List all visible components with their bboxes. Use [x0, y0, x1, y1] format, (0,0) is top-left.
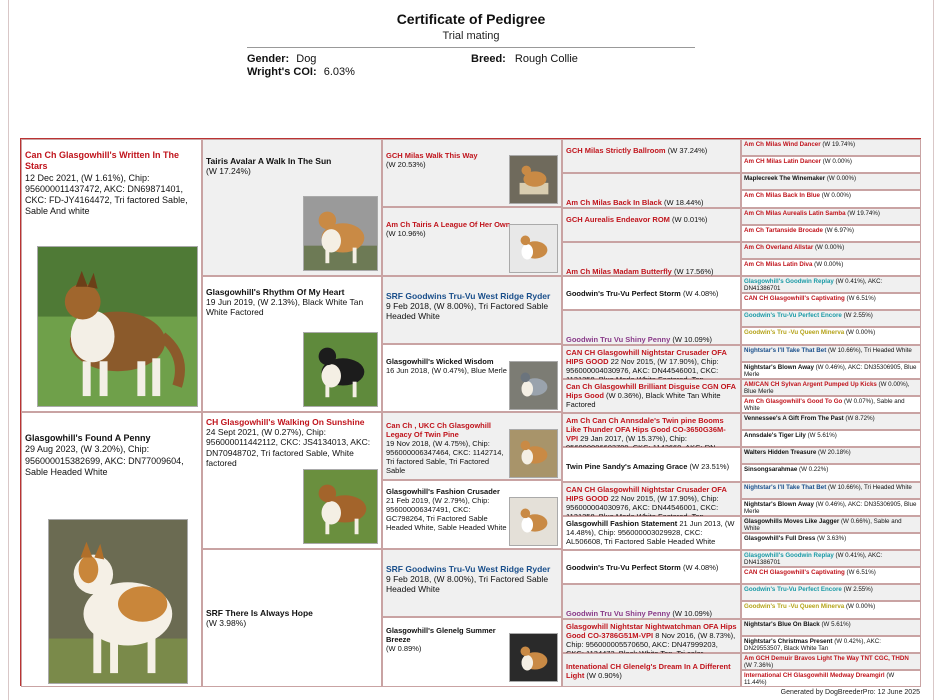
gen5-cell[interactable] — [741, 379, 921, 396]
gen5-name: Nightstar's Christmas Present — [744, 638, 833, 645]
gen3-photo-5 — [509, 429, 558, 478]
gen5-name: Glasgowhills Moves Like Jagger — [744, 518, 840, 525]
footer-generated-by: Generated by DogBreederPro: 12 June 2025 — [780, 689, 920, 696]
gen3-name: Glasgowhill's Fashion Crusader — [386, 487, 500, 496]
gen4-cell[interactable] — [562, 139, 741, 173]
dam-name: Glasgowhill's Found A Penny — [25, 433, 151, 443]
gen3-details: (W 0.89%) — [386, 644, 422, 653]
gen3-details: 21 Feb 2019, (W 2.79%), Chip: 956000006347491, CKC: GC798264, Tri Factored Sable Headed White, Sable Headed White — [386, 496, 507, 532]
gen4-cell[interactable] — [562, 413, 741, 447]
gen5-name: International CH Glasgowhill Medway Dreamgirl — [744, 672, 885, 679]
gen4-cell[interactable] — [562, 653, 741, 687]
gen4-name: Intenational CH Glenelg's Dream In A Different Light — [566, 662, 731, 680]
gen5-cell[interactable] — [741, 208, 921, 225]
gen5-details: (W 19.74%) — [820, 141, 856, 148]
gen5-name: Goodwin's Tru -Vu Queen Minerva — [744, 329, 845, 336]
gen2-details: 24 Sept 2021, (W 0.27%), Chip: 956000011442112, CKC: JS4134013, AKC: DN70948702, Tri factored Sable, White factored — [206, 427, 371, 468]
gen5-details: (W 6.97%) — [822, 227, 854, 234]
gen5-cell[interactable] — [741, 447, 921, 464]
gen5-details: (W 0.42%), AKC: DN29553507, Black White Tan — [744, 638, 881, 653]
gen4-details: (W 37.24%) — [665, 146, 708, 155]
gen5-name: Sinsongsarahmae — [744, 466, 798, 473]
gen5-details: (W 0.22%) — [797, 466, 829, 473]
gen5-cell[interactable] — [741, 396, 921, 413]
gen5-details: (W 6.51%) — [844, 569, 876, 576]
gen5-details: (W 3.63%) — [815, 535, 847, 542]
gen5-details: (W 20.18%) — [816, 449, 851, 456]
sire-details: 12 Dec 2021, (W 1.61%), Chip: 956000011437472, AKC: DN69871401, CKC: FD-JY4164472, Tri factored Sable, Sable And white — [25, 172, 188, 217]
gen5-name: Goodwin's Tru -Vu Queen Minerva — [744, 603, 845, 610]
gen2-photo-3 — [303, 469, 378, 544]
gen5-details: (W 0.66%), Sable and White — [744, 518, 902, 533]
gen4-details: (W 10.09%) — [670, 335, 712, 344]
breed-label: Breed: — [471, 53, 506, 65]
gen5-name: Am Ch Overland Allstar — [744, 244, 814, 251]
gen4-details: (W 4.08%) — [680, 289, 719, 298]
gen5-name: Am CH Milas Latin Dancer — [744, 158, 822, 165]
gen5-name: Am Ch Milas Aurealis Latin Samba — [744, 210, 846, 217]
gen5-cell[interactable] — [741, 190, 921, 208]
gen5-name: CAN CH Glasgowhill's Captivating — [744, 295, 845, 302]
gen4-details: (W 10.09%) — [670, 609, 712, 618]
gen4-details: 22 Nov 2015, (W 17.90%), Chip: 956000004030976, AKC: DN44546001, CKC: — [566, 494, 719, 512]
gen4-details: (W 18.44%) — [661, 198, 704, 207]
gen5-details: (W 2.55%) — [841, 312, 873, 319]
gen5-name: CAN CH Glasgowhill's Captivating — [744, 569, 845, 576]
gen5-details: (W 10.66%), Tri Headed White — [826, 484, 912, 491]
gen3-details: (W 10.96%) — [386, 229, 426, 238]
coi-value: 6.03% — [323, 66, 355, 78]
gen5-cell[interactable] — [741, 156, 921, 173]
gen4-details: 8 Nov 2016, (W 8.73%), Chip: 956000005570650, AKC: DN47999203, — [566, 631, 736, 649]
sire-photo — [37, 246, 198, 407]
gen4-name: Goodwin's Tru-Vu Perfect Storm — [566, 563, 681, 572]
dam-photo — [48, 519, 188, 684]
coi-row — [247, 66, 355, 78]
gen3-photo-2 — [509, 224, 558, 273]
sire-name: Can Ch Glasgowhill's Written In The Stars — [25, 150, 179, 172]
gen5-details: (W 10.66%), Tri Headed White — [826, 347, 912, 354]
gen5-cell[interactable] — [741, 276, 921, 293]
gen4-cell[interactable] — [562, 550, 741, 584]
dam-details: 29 Aug 2023, (W 3.20%), Chip: 956000015382699, AKC: DN77009604, Sable Headed White — [25, 444, 184, 477]
gen5-details: (W 8.72%) — [843, 415, 875, 422]
gen3-name: SRF Goodwins Tru-Vu West Ridge Ryder — [386, 564, 551, 574]
gen5-cell[interactable] — [741, 139, 921, 156]
gen5-name: Am Ch Milas Back In Blue — [744, 192, 820, 199]
gen4-details: (W 17.56%) — [671, 267, 714, 276]
gen4-name: CAN CH Glasgowhill Nightstar Crusader OFA HIPS GOOD — [566, 485, 727, 503]
gen5-name: Nightstar's I'll Take That Bet — [744, 347, 827, 354]
gen5-name: Walters Hidden Treasure — [744, 449, 817, 456]
gen5-cell[interactable] — [741, 482, 921, 499]
gen4-name: Goodwin's Tru-Vu Perfect Storm — [566, 289, 681, 298]
gen5-name: Nightstar's Blue On Black — [744, 621, 820, 628]
gen5-cell[interactable] — [741, 533, 921, 550]
gen5-cell[interactable] — [741, 550, 921, 567]
gen3-details: 16 Jun 2018, (W 0.47%), Blue Merle — [386, 366, 507, 375]
breed-value: Rough Collie — [514, 53, 578, 65]
gen5-name: Am Ch Glasgowhill's Good To Go — [744, 398, 843, 405]
gen4-cell[interactable] — [562, 242, 741, 276]
gen3-cell-3[interactable] — [382, 276, 562, 344]
gen4-cell[interactable] — [562, 584, 741, 619]
gen4-name: Am Ch Can Ch Annsdale's Twin pine Booms Like Thunder OFA Hips Good CO-3650G36M-VPI — [566, 416, 726, 443]
gen2-cell-4[interactable] — [202, 549, 382, 687]
gen5-details: (W 0.00%) — [812, 261, 844, 268]
gen4-details: (W 0.01%) — [669, 215, 708, 224]
gen5-cell[interactable] — [741, 567, 921, 584]
coi-label: Wright's COI: — [247, 66, 317, 78]
gen2-name: CH Glasgowhill's Walking On Sunshine — [206, 417, 365, 427]
gen5-details: (W 0.00%) — [844, 329, 876, 336]
gen5-name: Am Ch Tartanside Brocade — [744, 227, 823, 234]
gen4-details: (W 0.36%), Black White Tan White Factored — [566, 391, 721, 409]
gen5-name: Am Ch Milas Wind Dancer — [744, 141, 821, 148]
gen5-details: (W 0.00%) — [844, 603, 876, 610]
gen5-name: Annsdale's Tiger Lily — [744, 432, 806, 439]
gen5-cell[interactable] — [741, 601, 921, 619]
gen5-cell[interactable] — [741, 362, 921, 379]
title-divider — [247, 47, 695, 48]
gen4-name: GCH Aurealis Endeavor ROM — [566, 215, 670, 224]
gen3-cell-7[interactable] — [382, 549, 562, 617]
gen3-photo-1 — [509, 155, 558, 204]
gen4-details: (W 23.51%) — [687, 462, 730, 471]
gen5-name: Glasgowhill's Full Dress — [744, 535, 816, 542]
gen5-name: Nightstar's Blown Away — [744, 501, 814, 508]
gen5-cell[interactable] — [741, 225, 921, 242]
gen5-cell[interactable] — [741, 516, 921, 533]
gen3-details: 19 Nov 2018, (W 4.75%), Chip: 956000006347464, CKC: 1142714, Tri factored Sable, Tri Factored Sable — [386, 439, 504, 475]
gen5-details: (W 0.46%), AKC: DN35306905, Blue Merle — [744, 501, 917, 516]
gen5-details: (W 19.74%) — [845, 210, 880, 217]
gen5-cell[interactable] — [741, 619, 921, 636]
gen5-details: (W 0.00%) — [821, 158, 852, 165]
gen2-photo-1 — [303, 196, 378, 271]
gen5-cell[interactable] — [741, 310, 921, 327]
gen5-cell[interactable] — [741, 327, 921, 345]
gen5-details: (W 0.07%), Sable and White — [744, 398, 905, 413]
gen5-details: (W 2.55%) — [841, 586, 873, 593]
gen4-name: Am Ch Milas Back In Black — [566, 198, 662, 207]
gen5-cell[interactable] — [741, 670, 921, 687]
gen2-photo-2 — [303, 332, 378, 407]
gen3-photo-8 — [509, 633, 558, 682]
gen4-details: 29 Jan 2017, (W 15.37%), Chip: — [580, 434, 687, 443]
gender-row — [247, 53, 316, 65]
gen4-name: Glasgowhill Nightstar Nightwatchman OFA Hips Good CO-3786G51M-VPI — [566, 622, 737, 640]
gen5-details: (W 5.61%) — [819, 621, 851, 628]
gen4-cell[interactable] — [562, 276, 741, 310]
gen5-details: (W 0.41%), AKC: DN41386701 — [744, 278, 883, 293]
gen4-name: CAN CH Glasgowhill Nightstar Crusader OFA HIPS GOOD — [566, 348, 727, 366]
page-title: Certificate of Pedigree — [396, 11, 546, 27]
gen4-cell[interactable] — [562, 310, 741, 345]
gen4-name: Goodwin Tru Vu Shiny Penny — [566, 335, 671, 344]
gen3-details: 9 Feb 2018, (W 8.00%), Tri Factored Sable Headed White — [386, 301, 549, 322]
gen4-details: 22 Nov 2015, (W 17.90%), Chip: 956000004030976, AKC: DN44546001, CKC: — [566, 357, 719, 375]
gen5-details: (W 6.51%) — [844, 295, 876, 302]
gender-value: Dog — [296, 53, 317, 65]
gen3-details: 9 Feb 2018, (W 8.00%), Tri Factored Sable Headed White — [386, 574, 549, 595]
gen5-name: Goodwin's Tru-Vu Perfect Encore — [744, 586, 842, 593]
gen4-name: Goodwin Tru Vu Shiny Penny — [566, 609, 671, 618]
gen5-cell[interactable] — [741, 173, 921, 190]
gen4-name: Can Ch Glasgowhill Brilliant Disguise CGN OFA Hips Good — [566, 382, 736, 400]
gen5-details: (W 0.00%) — [825, 175, 857, 182]
gen2-name: Glasgowhill's Rhythm Of My Heart — [206, 287, 345, 297]
gen5-cell[interactable] — [741, 345, 921, 362]
gen5-cell[interactable] — [741, 464, 921, 482]
gen3-name: Can Ch , UKC Ch Glasgowhill Legacy Of Twin Pine — [386, 421, 492, 439]
gen5-details: (W 0.00%) — [813, 244, 845, 251]
gen4-name: Glasgowhill Fashion Statement — [566, 519, 678, 528]
gen5-cell[interactable] — [741, 259, 921, 276]
gen5-cell[interactable] — [741, 636, 921, 653]
gen2-details: (W 3.98%) — [206, 618, 247, 628]
gen5-details: (W 0.00%) — [820, 192, 851, 199]
gen4-cell[interactable] — [562, 208, 741, 242]
gen4-details: (W 4.08%) — [680, 563, 719, 572]
gen5-name: Goodwin's Tru-Vu Perfect Encore — [744, 312, 842, 319]
gen3-name: GCH Milas Walk This Way — [386, 151, 478, 160]
gen4-cell[interactable] — [562, 379, 741, 413]
gen5-details: (W 0.41%), AKC: DN41386701 — [744, 552, 883, 567]
gen3-photo-4 — [509, 361, 558, 410]
gen5-details: (W 0.46%), AKC: DN35306905, Blue Merle — [744, 364, 917, 379]
gen4-cell[interactable] — [562, 482, 741, 516]
gen5-name: Nightstar's I'll Take That Bet — [744, 484, 827, 491]
gen4-name: Am Ch Milas Madam Butterfly — [566, 267, 672, 276]
gender-label: Gender: — [247, 53, 290, 65]
pedigree-grid — [20, 138, 921, 686]
gen3-name: SRF Goodwins Tru-Vu West Ridge Ryder — [386, 291, 551, 301]
gen3-photo-6 — [509, 497, 558, 546]
gen5-cell[interactable] — [741, 653, 921, 670]
gen5-name: Glasgowhill's Goodwin Replay — [744, 552, 834, 559]
gen4-cell[interactable] — [562, 516, 741, 550]
gen5-cell[interactable] — [741, 584, 921, 601]
gen5-cell[interactable] — [741, 430, 921, 447]
gen4-name: GCH Milas Strictly Ballroom — [566, 146, 666, 155]
page-subtitle: Trial mating — [442, 30, 500, 42]
gen5-name: Am Ch Milas Latin Diva — [744, 261, 813, 268]
gen2-name: Tairis Avalar A Walk In The Sun — [206, 156, 332, 166]
gen5-name: Nightstar's Blown Away — [744, 364, 814, 371]
gen4-cell[interactable] — [562, 345, 741, 379]
gen4-details: (W 0.90%) — [584, 671, 622, 680]
gen5-name: Glasgowhill's Goodwin Replay — [744, 278, 834, 285]
gen4-cell[interactable] — [562, 447, 741, 482]
gen5-details: (W 5.61%) — [805, 432, 837, 439]
gen5-cell[interactable] — [741, 293, 921, 310]
gen5-name: Vennessee's A Gift From The Past — [744, 415, 844, 422]
gen5-name: Maplecreek The Winemaker — [744, 175, 826, 182]
gen3-name: Glasgowhill's Wicked Wisdom — [386, 357, 494, 366]
gen4-details: 21 Jun 2013, (W 14.48%), Chip: 956000003029928, CKC: AL506608, Tri Factored Sable Headed White — [566, 519, 735, 546]
gen4-cell[interactable] — [562, 619, 741, 653]
gen5-details: (W 0.00%), Blue Merle — [744, 381, 910, 396]
gen5-name: Am GCH Demuir Bravos Light The Way TNT CGC, THDN — [744, 655, 909, 662]
gen5-cell[interactable] — [741, 413, 921, 430]
gen5-details: (W 11.44%) — [744, 672, 895, 687]
gen3-details: (W 20.53%) — [386, 160, 426, 169]
gen5-name: AM/CAN CH Sylvan Argent Pumped Up Kicks — [744, 381, 877, 388]
gen5-details: (W 7.36%) — [744, 662, 774, 670]
gen2-name: SRF There Is Always Hope — [206, 607, 313, 618]
gen3-name: Am Ch Tairis A League Of Her Own — [386, 220, 511, 229]
gen3-name: Glasgowhill's Glenelg Summer Breeze — [386, 626, 496, 644]
gen5-cell[interactable] — [741, 242, 921, 259]
gen5-cell[interactable] — [741, 499, 921, 516]
gen2-details: 19 Jun 2019, (W 2.13%), Black White Tan White Factored — [206, 297, 364, 318]
breed-row — [471, 53, 578, 65]
gen2-details: (W 17.24%) — [206, 166, 251, 177]
gen4-name: Twin Pine Sandy's Amazing Grace — [566, 462, 688, 471]
gen4-cell[interactable] — [562, 173, 741, 208]
